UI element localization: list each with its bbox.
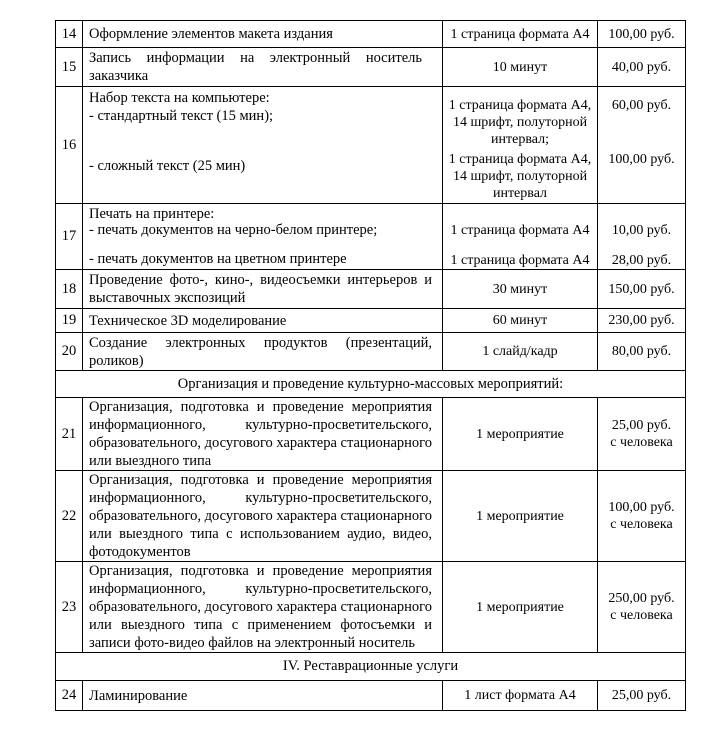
section-title: IV. Реставрационные услуги — [282, 658, 459, 674]
price-text: 230,00 руб. — [608, 313, 675, 328]
table-row — [56, 309, 685, 333]
table-row — [56, 204, 685, 270]
unit-cell — [443, 681, 598, 710]
service-item-text: - сложный текст (25 мин) — [89, 158, 246, 174]
unit-cell — [443, 398, 598, 470]
service-cell — [83, 87, 443, 203]
service-text: Техническое 3D моделирование — [89, 312, 287, 329]
service-cell — [83, 309, 443, 332]
unit-text: 1 страница формата А4 — [450, 253, 590, 268]
row-number-cell — [56, 309, 83, 332]
price-text: 100,00 руб. — [608, 152, 675, 167]
table-row — [56, 21, 685, 48]
unit-cell — [443, 562, 598, 652]
row-number: 23 — [61, 598, 77, 615]
service-text: Организация, подготовка и проведение мероприятия информационного, культурно-просветительского, образовательного, досугового характера стационарного или выездного типа с использованием аудио, видео, фотодокументов — [89, 472, 432, 560]
price-cell — [598, 87, 685, 203]
price-cell — [598, 681, 685, 710]
price-note: с человека — [610, 608, 673, 623]
unit-text: 1 слайд/кадр — [482, 344, 558, 359]
price-note: с человека — [610, 517, 673, 532]
row-number-cell — [56, 333, 83, 370]
service-cell — [83, 398, 443, 470]
row-number: 14 — [61, 25, 77, 42]
unit-text: 1 страница формата А4, 14 шрифт, полуторной интервал — [448, 152, 592, 201]
unit-cell — [443, 21, 598, 47]
row-number: 16 — [61, 136, 77, 153]
row-number-cell — [56, 48, 83, 86]
section-title: Организация и проведение культурно-массовых мероприятий: — [177, 375, 564, 392]
service-group-title: Печать на принтере: — [89, 206, 215, 222]
table-row — [56, 562, 685, 653]
unit-text: 1 страница формата А4 — [450, 26, 590, 42]
row-number: 19 — [61, 312, 77, 328]
price-text: 60,00 руб. — [611, 98, 672, 113]
table-row — [56, 398, 685, 471]
price-cell — [598, 309, 685, 332]
price-cell — [598, 21, 685, 47]
service-cell — [83, 681, 443, 710]
service-text: Организация, подготовка и проведение мероприятия информационного, культурно-просветительского, образовательного, досугового характера стационарного или выездного типа — [89, 399, 432, 469]
row-number-cell — [56, 562, 83, 652]
section-row — [56, 653, 685, 681]
unit-text: 60 минут — [492, 313, 548, 328]
service-cell — [83, 471, 443, 561]
unit-text: 1 мероприятие — [476, 599, 564, 615]
service-group-title: Набор текста на компьютере: — [89, 90, 270, 106]
service-cell — [83, 48, 443, 86]
service-cell — [83, 562, 443, 652]
price-text: 100,00 руб. — [608, 500, 675, 515]
row-number: 22 — [61, 507, 77, 524]
row-number-cell — [56, 681, 83, 710]
service-text: Проведение фото-, кино-, видеосъемки интерьеров и выставочных экспозиций — [89, 272, 432, 306]
service-item-text: - стандартный текст (15 мин); — [89, 108, 274, 124]
service-item-text: - печать документов на цветном принтере — [89, 251, 347, 267]
price-text: 150,00 руб. — [608, 281, 675, 297]
row-number: 21 — [61, 425, 77, 442]
table-row — [56, 471, 685, 562]
service-text: Ламинирование — [89, 687, 188, 704]
unit-text: 1 страница формата А4, 14 шрифт, полуторной интервал; — [448, 98, 592, 147]
table-row — [56, 681, 685, 710]
row-number-cell — [56, 471, 83, 561]
price-text: 10,00 руб. — [611, 223, 672, 238]
row-number-cell — [56, 87, 83, 203]
service-cell — [83, 333, 443, 370]
price-text: 100,00 руб. — [608, 26, 675, 42]
price-table — [55, 20, 686, 711]
service-cell — [83, 270, 443, 308]
price-text: 250,00 руб. — [608, 591, 675, 606]
section-row — [56, 371, 685, 398]
row-number-cell — [56, 270, 83, 308]
row-number: 20 — [61, 343, 77, 359]
unit-text: 1 мероприятие — [476, 426, 564, 442]
row-number: 24 — [61, 687, 77, 703]
price-cell — [598, 471, 685, 561]
row-number: 17 — [61, 228, 77, 244]
unit-cell — [443, 87, 598, 203]
price-cell — [598, 204, 685, 269]
price-cell — [598, 333, 685, 370]
table-row — [56, 87, 685, 204]
table-row — [56, 333, 685, 371]
price-cell — [598, 398, 685, 470]
row-number: 18 — [61, 280, 77, 297]
unit-text: 1 страница формата А4 — [450, 223, 590, 238]
price-cell — [598, 48, 685, 86]
unit-cell — [443, 309, 598, 332]
price-text: 80,00 руб. — [611, 344, 672, 359]
unit-text: 30 минут — [492, 281, 548, 297]
service-text: Оформление элементов макета издания — [89, 26, 333, 42]
row-number-cell — [56, 21, 83, 47]
unit-text: 1 лист формата А4 — [464, 688, 576, 703]
service-cell — [83, 204, 443, 269]
service-item-text: - печать документов на черно-белом принтере; — [89, 222, 378, 238]
unit-cell — [443, 270, 598, 308]
service-text: Запись информации на электронный носитель заказчика — [89, 50, 422, 84]
service-cell — [83, 21, 443, 47]
row-number: 15 — [61, 58, 77, 75]
price-note: с человека — [610, 435, 673, 450]
row-number-cell — [56, 204, 83, 269]
unit-cell — [443, 48, 598, 86]
unit-cell — [443, 333, 598, 370]
unit-cell — [443, 471, 598, 561]
price-text: 25,00 руб. — [611, 418, 672, 433]
unit-cell — [443, 204, 598, 269]
service-text: Организация, подготовка и проведение мероприятия информационного, культурно-просветительского, образовательного, досугового характера стационарного или выездного типа с применением фотосъемки и записи фото-видео файлов на электронный носитель — [89, 563, 432, 651]
price-text: 40,00 руб. — [611, 59, 672, 75]
price-text: 25,00 руб. — [611, 688, 672, 703]
unit-text: 10 минут — [492, 59, 548, 75]
table-row — [56, 48, 685, 87]
price-text: 28,00 руб. — [611, 253, 672, 268]
price-cell — [598, 270, 685, 308]
unit-text: 1 мероприятие — [476, 508, 564, 524]
price-cell — [598, 562, 685, 652]
table-row — [56, 270, 685, 309]
row-number-cell — [56, 398, 83, 470]
service-text: Создание электронных продуктов (презентаций, роликов) — [89, 334, 432, 369]
